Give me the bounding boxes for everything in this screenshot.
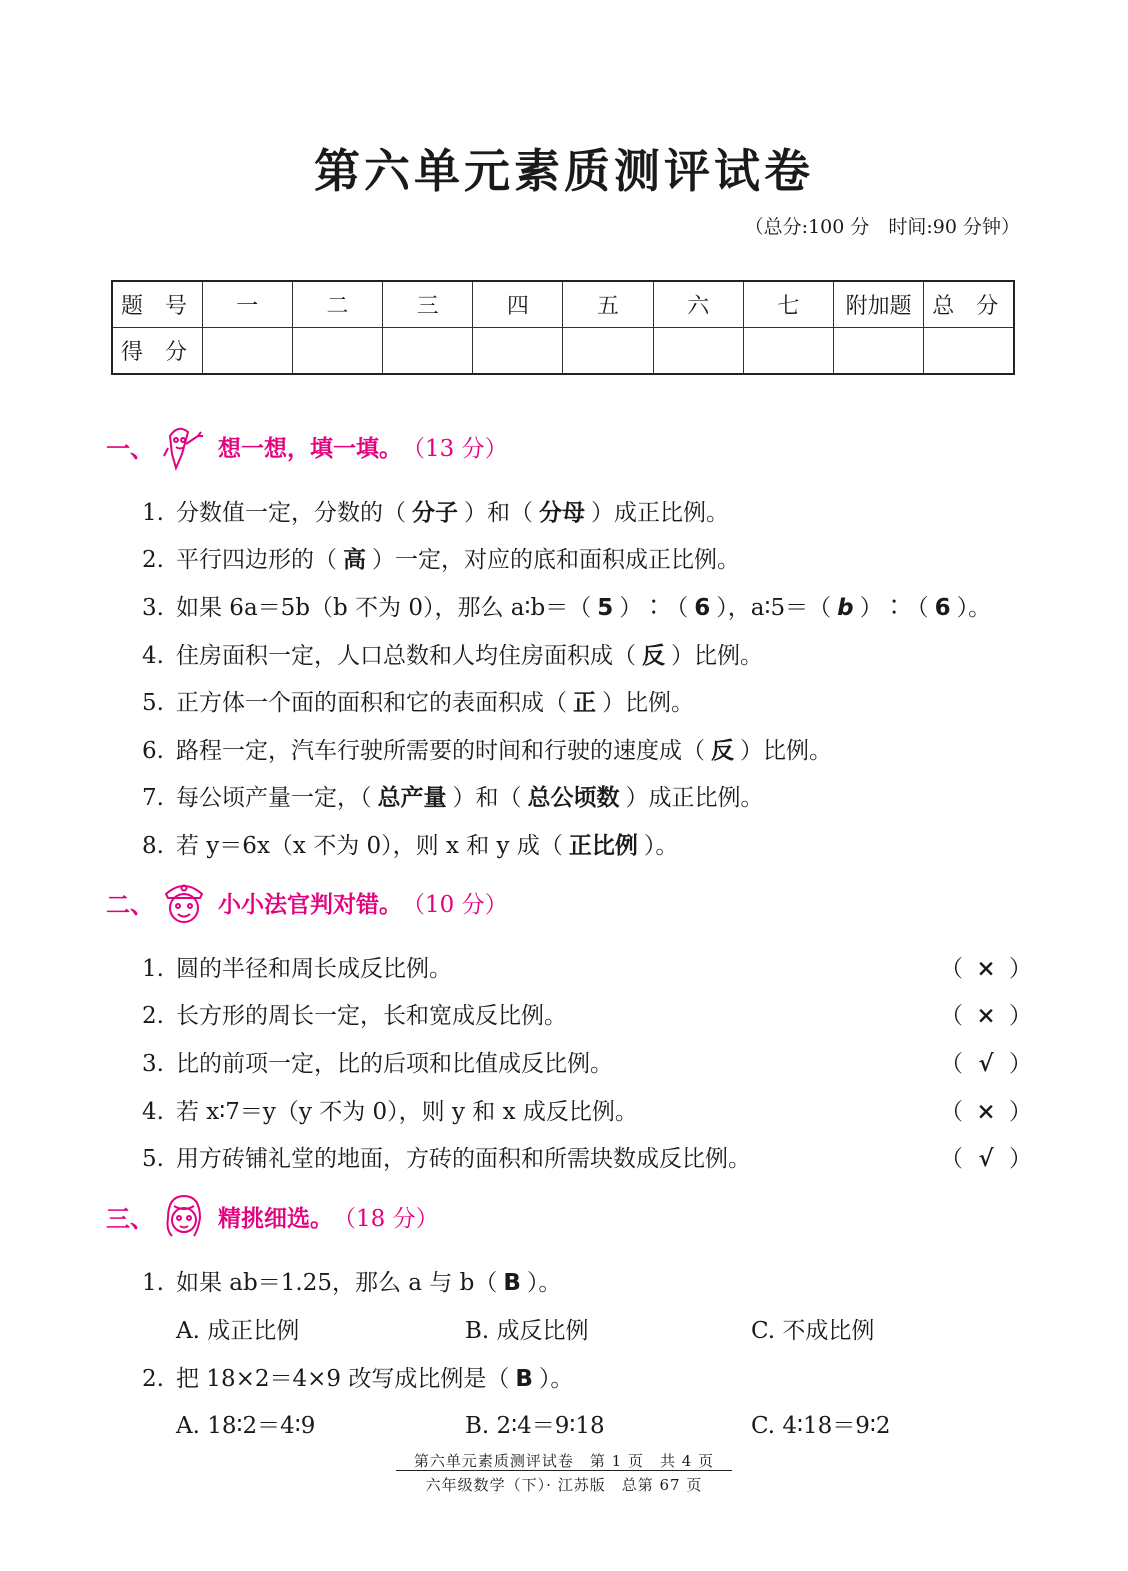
- judge-question: 3. 比的前项一定，比的后项和比值成反比例。: [142, 1051, 613, 1077]
- section-number: 一、: [106, 433, 154, 463]
- header-cell: 五: [563, 281, 653, 328]
- header-cell: 二: [292, 281, 382, 328]
- answer: 分子: [412, 500, 458, 526]
- exam-meta: （总分:100 分 时间:90 分钟）: [744, 216, 1020, 238]
- choice-option-a: A. 成正比例: [176, 1318, 300, 1344]
- page-title: 第六单元素质测评试卷: [314, 144, 814, 198]
- score-cell[interactable]: [834, 328, 924, 375]
- question-1-1: 1. 分数值一定，分数的（ 分子 ）和（ 分母 ）成正比例。: [142, 500, 729, 526]
- answer: 反: [642, 643, 665, 669]
- choice-option-c: C. 4∶18＝9∶2: [751, 1413, 891, 1439]
- footer-page-info: 第六单元素质测评试卷 第 1 页 共 4 页: [413, 1452, 715, 1470]
- answer: 分母: [539, 500, 585, 526]
- section-points: （10 分）: [402, 891, 508, 918]
- choice-option-b: B. 2∶4＝9∶18: [465, 1413, 605, 1439]
- section-title: 想一想，填一填。: [218, 434, 402, 462]
- score-cell[interactable]: [653, 328, 743, 375]
- header-cell: 七: [743, 281, 833, 328]
- score-cell[interactable]: [292, 328, 382, 375]
- judge-answer-box: （ × ）: [940, 955, 1032, 982]
- answer: 5: [597, 595, 614, 621]
- header-cell: 四: [473, 281, 563, 328]
- footer-divider: [396, 1470, 732, 1471]
- section-number: 二、: [106, 889, 154, 919]
- judge-answer-box: （ × ）: [940, 1002, 1032, 1029]
- header-cell: 六: [653, 281, 743, 328]
- answer: 总产量: [377, 785, 447, 811]
- judge-answer-box: （ × ）: [940, 1098, 1032, 1125]
- score-cell[interactable]: [743, 328, 833, 375]
- section-1-header: [106, 418, 508, 474]
- section-title: 小小法官判对错。: [218, 890, 402, 918]
- row-label-score: 得 分: [112, 328, 202, 375]
- question-1-7: 7. 每公顷产量一定，（ 总产量 ）和（ 总公顷数 ）成正比例。: [142, 785, 764, 811]
- question-1-5: 5. 正方体一个面的面积和它的表面积成（ 正 ）比例。: [142, 690, 694, 716]
- question-1-4: 4. 住房面积一定，人口总数和人均住房面积成（ 反 ）比例。: [142, 643, 763, 669]
- choice-question-1: 1. 如果 ab＝1.25，那么 a 与 b（ B ）。: [142, 1270, 562, 1296]
- question-1-8: 8. 若 y＝6x（x 不为 0），则 x 和 y 成（ 正比例 ）。: [142, 833, 679, 859]
- judge-mark: ×: [976, 955, 996, 982]
- answer: 总公顷数: [527, 785, 620, 811]
- section-2-header: [106, 874, 508, 930]
- answer: 正: [573, 690, 596, 716]
- score-table: [111, 280, 1015, 375]
- header-cell: 三: [383, 281, 473, 328]
- judge-answer-box: （ √ ）: [940, 1050, 1032, 1077]
- cartoon-pencil-icon: [156, 418, 212, 474]
- row-label-question: 题 号: [112, 281, 202, 328]
- judge-mark: ×: [976, 1098, 996, 1125]
- cartoon-judge-icon: [156, 874, 212, 930]
- score-cell[interactable]: [383, 328, 473, 375]
- answer: b: [837, 595, 854, 621]
- header-cell: 附加题: [834, 281, 924, 328]
- answer: 正比例: [568, 833, 638, 859]
- answer: 6: [694, 595, 711, 621]
- judge-question: 1. 圆的半径和周长成反比例。: [142, 956, 452, 982]
- answer: B: [515, 1366, 533, 1392]
- judge-question: 2. 长方形的周长一定，长和宽成反比例。: [142, 1003, 567, 1029]
- header-total: 总 分: [924, 281, 1014, 328]
- question-1-2: 2. 平行四边形的（ 高 ）一定，对应的底和面积成正比例。: [142, 547, 740, 573]
- judge-mark: ×: [976, 1002, 996, 1029]
- choice-option-b: B. 成反比例: [465, 1318, 589, 1344]
- answer: 6: [934, 595, 951, 621]
- score-cell[interactable]: [924, 328, 1014, 375]
- score-cell[interactable]: [202, 328, 292, 375]
- choice-option-c: C. 不成比例: [751, 1318, 875, 1344]
- judge-question: 4. 若 x∶7＝y（y 不为 0），则 y 和 x 成反比例。: [142, 1099, 638, 1125]
- footer-book-info: 六年级数学（下）· 江苏版 总第 67 页: [425, 1476, 703, 1494]
- choice-option-a: A. 18∶2＝4∶9: [176, 1413, 316, 1439]
- judge-answer-box: （ √ ）: [940, 1145, 1032, 1172]
- header-cell: 一: [202, 281, 292, 328]
- answer: 高: [343, 547, 366, 573]
- answer: 反: [711, 738, 734, 764]
- judge-question: 5. 用方砖铺礼堂的地面，方砖的面积和所需块数成反比例。: [142, 1146, 751, 1172]
- score-cell[interactable]: [473, 328, 563, 375]
- score-table-score-row: [112, 328, 1014, 375]
- section-points: （18 分）: [333, 1205, 439, 1232]
- question-1-6: 6. 路程一定，汽车行驶所需要的时间和行驶的速度成（ 反 ）比例。: [142, 738, 832, 764]
- section-title: 精挑细选。: [218, 1204, 333, 1232]
- choice-question-2: 2. 把 18×2＝4×9 改写成比例是（ B ）。: [142, 1366, 574, 1392]
- judge-mark: √: [978, 1050, 994, 1077]
- judge-mark: √: [978, 1145, 994, 1172]
- section-3-header: [106, 1188, 439, 1244]
- question-1-3: 3. 如果 6a＝5b（b 不为 0），那么 a∶b＝（ 5 ）∶（ 6 ），a∶5＝（ b ）∶（ 6 ）。: [142, 595, 992, 621]
- score-cell[interactable]: [563, 328, 653, 375]
- answer: B: [503, 1270, 521, 1296]
- section-points: （13 分）: [402, 435, 508, 462]
- section-number: 三、: [106, 1203, 154, 1233]
- cartoon-girl-icon: [156, 1188, 212, 1244]
- score-table-header-row: [112, 281, 1014, 328]
